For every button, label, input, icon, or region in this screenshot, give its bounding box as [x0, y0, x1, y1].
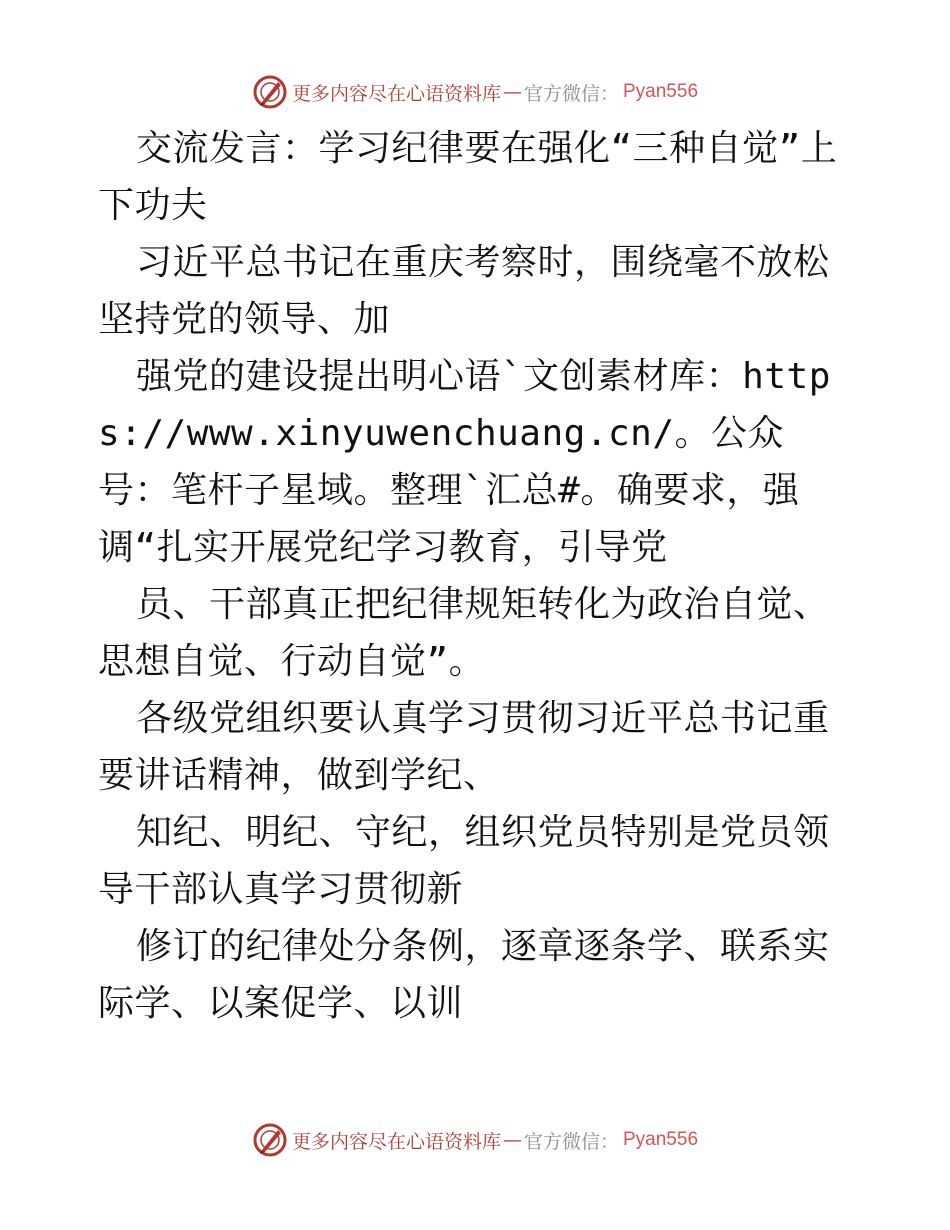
header-banner [0, 72, 950, 112]
wechat-id: Pyan556 [623, 1129, 699, 1150]
site-name: 更多内容尽在心语资料库 [291, 1130, 501, 1153]
wechat-id: Pyan556 [623, 81, 699, 102]
document-body [98, 120, 854, 1032]
banner-separator: — [502, 81, 522, 103]
official-label: 官方微信： [523, 1130, 619, 1153]
paragraph: 员、干部真正把纪律规矩转化为政治自觉、思想自觉、行动自觉”。 [98, 584, 830, 682]
paragraph: 习近平总书记在重庆考察时，围绕毫不放松坚持党的领导、加 [98, 242, 830, 340]
banner-separator: — [502, 1129, 522, 1151]
paragraph-title: 交流发言：学习纪律要在强化“三种自觉”上下功夫 [98, 128, 838, 226]
official-label: 官方微信： [523, 82, 619, 105]
paragraph: 知纪、明纪、守纪，组织党员特别是党员领导干部认真学习贯彻新 [98, 812, 830, 910]
paragraph: 强党的建设提出明心语`文创素材库：https://www.xinyuwenchuang.cn/。公众号：笔杆子星域。整理`汇总#。确要求，强调“扎实开展党纪学习教育，引导党 [98, 356, 831, 568]
paragraph: 修订的纪律处分条例，逐章逐条学、联系实际学、以案促学、以训 [98, 926, 830, 1024]
footer-banner [0, 1120, 950, 1160]
paragraph: 各级党组织要认真学习贯彻习近平总书记重要讲话精神，做到学纪、 [98, 698, 830, 796]
pen-logo-icon [252, 74, 288, 110]
pen-logo-icon [252, 1122, 288, 1158]
site-name: 更多内容尽在心语资料库 [291, 82, 501, 105]
